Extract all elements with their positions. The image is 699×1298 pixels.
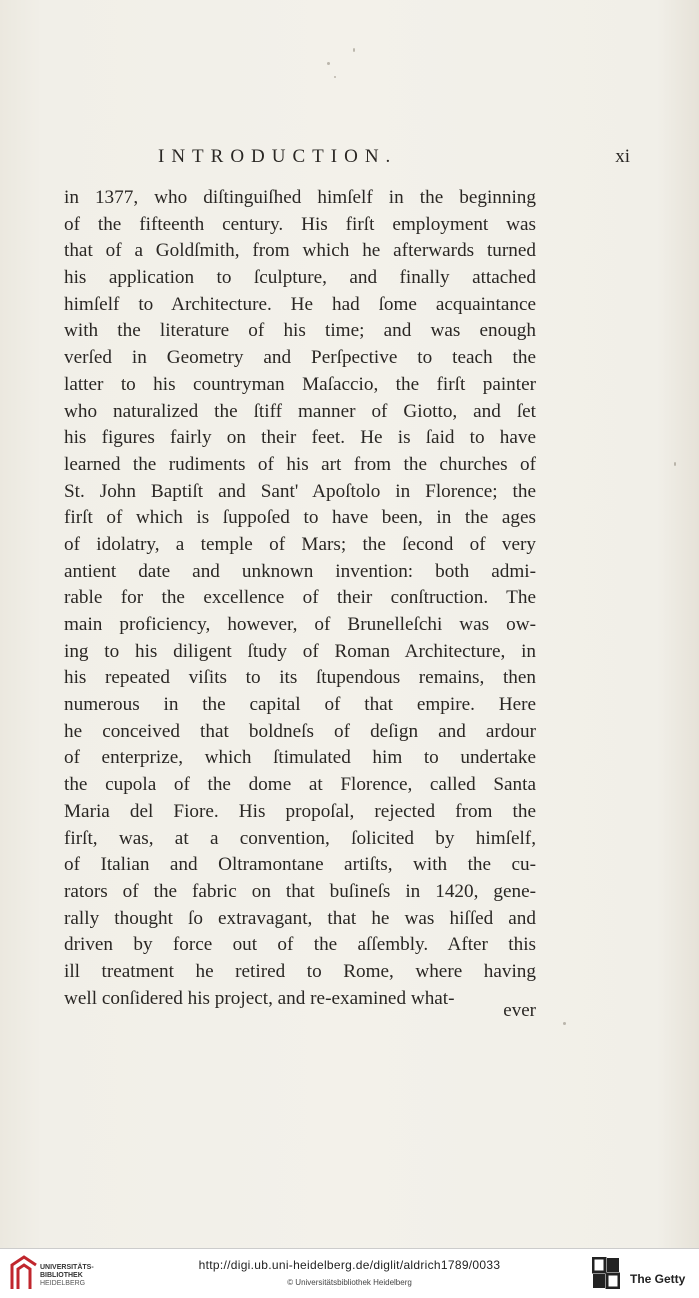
text-line: St. John Baptiſt and Sant' Apoſtolo in Florence; the	[64, 480, 536, 502]
permalink-url[interactable]: http://digi.ub.uni-heidelberg.de/diglit/aldrich1789/0033	[198, 1258, 501, 1272]
text-line: numerous in the capital of that empire. Here	[64, 694, 536, 716]
text-line: who naturalized the ſtiff manner of Giotto, and ſet	[64, 400, 536, 422]
text-line: verſed in Geometry and Perſpective to teach the	[64, 347, 536, 369]
viewer-footer	[0, 1248, 699, 1298]
text-line: himſelf to Architecture. He had ſome acquaintance	[64, 293, 536, 315]
text-line: main proficiency, however, of Brunelleſchi was ow-	[64, 614, 536, 635]
paper-speck	[674, 462, 676, 466]
body-text	[64, 185, 536, 1012]
running-head	[70, 146, 630, 178]
text-line: that of a Goldſmith, from which he afterwards turned	[64, 240, 536, 262]
text-line: of enterprize, which ſtimulated him to undertake	[64, 747, 536, 769]
paper-speck	[563, 1022, 566, 1025]
text-line: with the literature of his time; and was enough	[64, 320, 536, 342]
text-line: of the fifteenth century. His firſt employment was	[64, 213, 536, 235]
text-line: learned the rudiments of his art from the churches of	[64, 453, 536, 475]
text-line: firſt, was, at a convention, ſolicited by himſelf,	[64, 827, 536, 849]
library-name-line: BIBLIOTHEK	[40, 1272, 83, 1279]
text-line: well conſidered his project, and re-examined what-	[64, 987, 455, 1009]
text-line: rable for the excellence of their conſtruction. The	[64, 587, 536, 609]
paper-speck	[353, 48, 355, 52]
text-line: rators of the fabric on that buſineſs in 1420, gene-	[64, 880, 536, 902]
text-line: in 1377, who diſtinguiſhed himſelf in the beginning	[64, 187, 536, 208]
text-line: his application to ſculpture, and finally attached	[64, 267, 536, 289]
paper-speck	[327, 62, 330, 65]
library-name-line: UNIVERSITÄTS-	[40, 1264, 94, 1271]
catchword: ever	[503, 1000, 536, 1021]
library-name-line: HEIDELBERG	[40, 1280, 86, 1287]
copyright-notice: © Universitätsbibliothek Heidelberg	[287, 1278, 412, 1287]
text-line: driven by force out of the aſſembly. After this	[64, 934, 536, 956]
paper-speck	[334, 76, 336, 78]
text-line: of idolatry, a temple of Mars; the ſecond of very	[64, 533, 536, 555]
text-line: antient date and unknown invention: both admi-	[64, 560, 536, 582]
text-line: firſt of which is ſuppoſed to have been, in the ages	[64, 507, 536, 529]
text-line: Maria del Fiore. His propoſal, rejected from the	[64, 800, 536, 822]
text-line: his repeated viſits to its ſtupendous remains, then	[64, 667, 536, 689]
text-line: he conceived that boldneſs of deſign and ardour	[64, 720, 536, 742]
partner-name: The Getty	[630, 1272, 686, 1286]
getty-logo-icon[interactable]	[592, 1257, 620, 1289]
text-line: the cupola of the dome at Florence, called Santa	[64, 774, 536, 796]
running-title: INTRODUCTION.	[158, 146, 398, 167]
text-line: ill treatment he retired to Rome, where having	[64, 960, 536, 982]
text-line: rally thought ſo extravagant, that he was hiſſed and	[64, 907, 536, 929]
text-line: ing to his diligent ſtudy of Roman Architecture, in	[64, 640, 536, 662]
page-number: xi	[615, 146, 630, 167]
text-line: latter to his countryman Maſaccio, the firſt painter	[64, 373, 536, 395]
text-line: of Italian and Oltramontane artiſts, with the cu-	[64, 854, 536, 876]
text-line: his figures fairly on their feet. He is ſaid to have	[64, 427, 536, 449]
